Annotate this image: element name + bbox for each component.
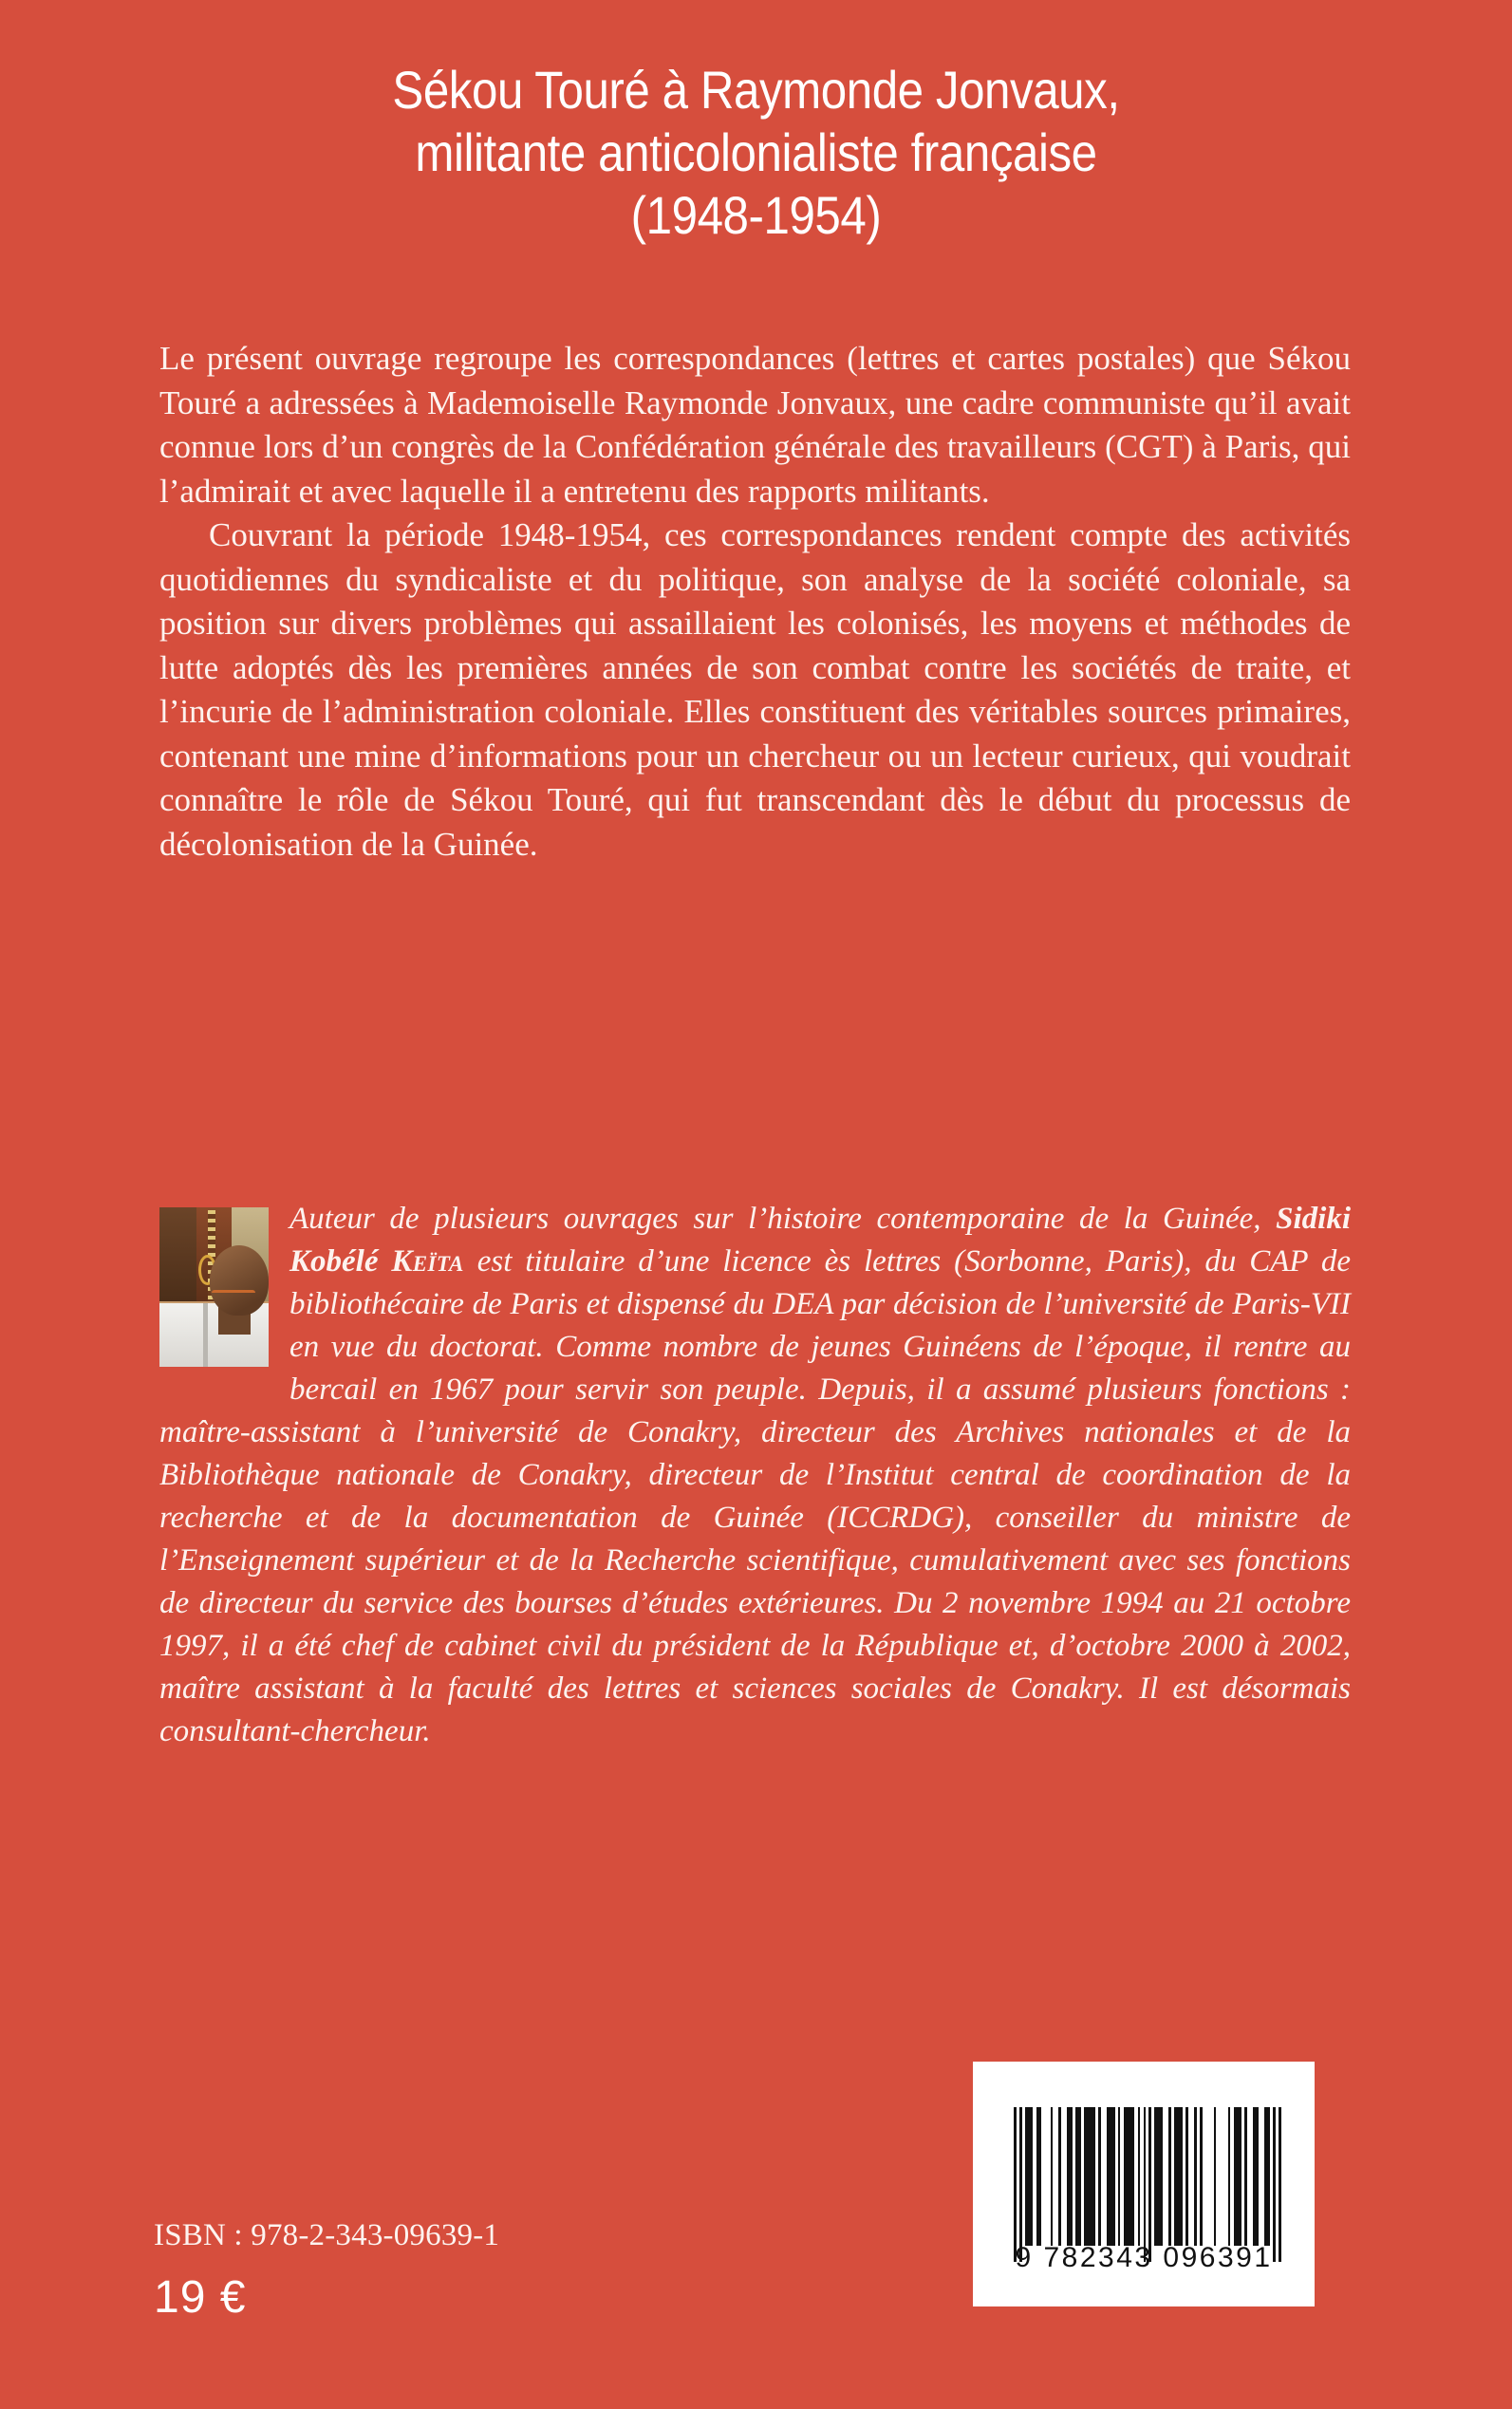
book-description [159, 337, 1351, 867]
price-label: 19 € [154, 2272, 247, 2323]
barcode-bar [1264, 2107, 1270, 2246]
barcode-bar [1144, 2107, 1147, 2262]
photo-head [210, 1245, 269, 1316]
barcode-bar [1228, 2107, 1231, 2246]
barcode-bar [1025, 2107, 1034, 2246]
barcode-bar [1138, 2107, 1141, 2246]
barcode-bar [1148, 2107, 1151, 2262]
description-paragraph-1: Le présent ouvrage regroupe les correspondances (lettres et cartes postales) que Sékou Touré a adressées à Mademoiselle Raymonde Jonvaux, une cadre communiste qu’il avait connue lors d’un congrès de la Confédération générale des travailleurs (CGT) à Paris, qui l’admirait et avec laquelle il a entretenu des rapports militants. [159, 340, 1351, 510]
title-line-2: militante anticolonialiste française [415, 122, 1097, 183]
barcode-bar [1019, 2107, 1022, 2262]
barcode-bar [1200, 2107, 1203, 2246]
barcode-bars [1014, 2107, 1281, 2246]
barcode-bar [1051, 2107, 1054, 2246]
title-line-3: (1948-1954) [630, 185, 882, 246]
barcode [973, 2062, 1315, 2306]
barcode-bar [1185, 2107, 1188, 2246]
barcode-bar [1253, 2107, 1259, 2246]
barcode-bar [1107, 2107, 1115, 2246]
isbn-label: ISBN : 978-2-343-09639-1 [154, 2218, 500, 2252]
author-biography [159, 1198, 1351, 1753]
author-name-last: Keïta [391, 1244, 464, 1279]
barcode-bar [1244, 2107, 1247, 2246]
barcode-bar [1084, 2107, 1095, 2246]
barcode-digits: 9 782343 096391 [1015, 2242, 1273, 2273]
page-title [91, 59, 1422, 247]
barcode-bar [1174, 2107, 1183, 2246]
description-paragraph-2: Couvrant la période 1948-1954, ces correspondances rendent compte des activités quotidiennes du syndicaliste et du politique, son analyse de la société coloniale, sa position sur divers problèmes qui assaillaient les colonisés, les moyens et méthodes de lutte adoptés dès les premières années de son combat contre les sociétés de traite, et l’incurie de l’administration coloniale. Elles constituent des véritables sources primaires, contenant une mine d’informations pour un chercheur ou un lecteur curieux, qui voudrait connaître le rôle de Sékou Touré, qui fut transcendant dès le début du processus de décolonisation de la Guinée. [159, 516, 1351, 863]
photo-background-left [159, 1207, 198, 1306]
barcode-bar [1273, 2107, 1276, 2262]
photo-glasses [212, 1290, 255, 1304]
barcode-bar [1058, 2107, 1061, 2246]
barcode-bar [1279, 2107, 1281, 2262]
barcode-bar [1075, 2107, 1081, 2246]
barcode-bar [1067, 2107, 1073, 2246]
author-photo [159, 1207, 269, 1367]
barcode-bar [1154, 2107, 1163, 2246]
barcode-bar [1124, 2107, 1135, 2246]
photo-shirt-placket [203, 1303, 208, 1367]
barcode-bar [1036, 2107, 1042, 2246]
author-name-first: Sidiki Kobélé [289, 1202, 1351, 1279]
barcode-bar [1014, 2107, 1017, 2262]
author-bio-rest: est titulaire d’une licence ès lettres (Sorbonne, Paris), du CAP de bibliothécaire de Paris et dispensé du DEA par décision de l’université de Paris-VII en vue du doctorat. Comme nombre de jeunes Guinéens de l’époque, il rentre au bercail en 1967 pour servir son peuple. Depuis, il a assumé plusieurs fonctions : maître-assistant à l’université de Conakry, directeur des Archives nationales et de la Bibliothèque nationale de Conakry, directeur de l’Institut central de coordination de la recherche et de la documentation de Guinée (ICCRDG), conseiller du ministre de l’Enseignement supérieur et de la Recherche scientifique, cumulativement avec ses fonctions de directeur du service des bourses d’études extérieures. Du 2 novembre 1994 au 21 octobre 1997, il a été chef de cabinet civil du président de la République et, d’octobre 2000 à 2002, maître assistant à la faculté des lettres et sciences sociales de Conakry. Il est désormais consultant-chercheur. [159, 1244, 1351, 1748]
barcode-bar [1234, 2107, 1242, 2246]
title-line-1: Sékou Touré à Raymonde Jonvaux, [392, 60, 1120, 120]
barcode-bar [1194, 2107, 1197, 2246]
barcode-bar [1118, 2107, 1121, 2246]
barcode-bar [1214, 2107, 1217, 2246]
author-bio-intro: Auteur de plusieurs ouvrages sur l’histoire contemporaine de la Guinée, [289, 1202, 1277, 1236]
barcode-bar [1098, 2107, 1101, 2246]
barcode-bar [1168, 2107, 1171, 2246]
